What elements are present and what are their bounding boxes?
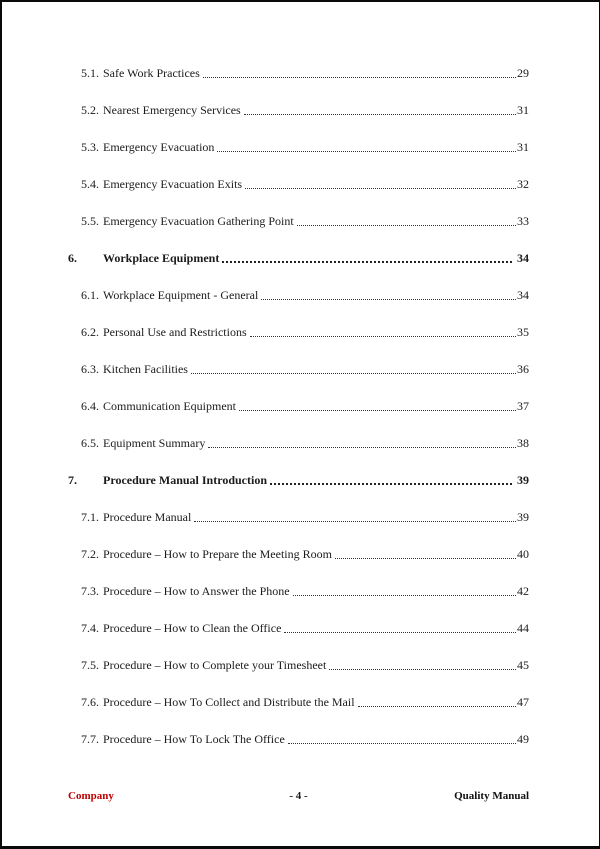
entry-number: 5.5. [81, 214, 99, 228]
toc-entry[interactable] [68, 103, 529, 118]
entry-page: 39 [517, 510, 529, 524]
dot-leader [222, 261, 512, 263]
entry-page: 34 [517, 251, 529, 265]
toc-entry[interactable] [68, 251, 529, 266]
entry-title: Kitchen Facilities [103, 362, 188, 376]
entry-number: 7.1. [81, 510, 99, 524]
entry-title: Emergency Evacuation [103, 140, 215, 154]
dot-leader [284, 632, 516, 633]
entry-page: 31 [517, 140, 529, 154]
entry-page: 49 [517, 732, 529, 746]
entry-number: 7.4. [81, 621, 99, 635]
toc-entry[interactable] [68, 66, 529, 81]
dot-leader [288, 743, 516, 744]
entry-number: 7.6. [81, 695, 99, 709]
entry-number: 7.7. [81, 732, 99, 746]
entry-page: 39 [517, 473, 529, 487]
entry-title: Procedure – How to Prepare the Meeting Room [103, 547, 332, 561]
dot-leader [245, 188, 516, 189]
entry-page: 44 [517, 621, 529, 635]
toc-entry[interactable] [68, 510, 529, 525]
entry-title: Procedure – How To Collect and Distribute the Mail [103, 695, 355, 709]
toc-entry[interactable] [68, 140, 529, 155]
entry-page: 34 [517, 288, 529, 302]
entry-title: Safe Work Practices [103, 66, 200, 80]
entry-title: Workplace Equipment - General [103, 288, 259, 302]
entry-title: Procedure – How To Lock The Office [103, 732, 285, 746]
entry-number: 7. [68, 473, 77, 487]
dot-leader [208, 447, 516, 448]
entry-number: 7.3. [81, 584, 99, 598]
entry-number: 6. [68, 251, 77, 265]
entry-title: Equipment Summary [103, 436, 206, 450]
entry-title: Nearest Emergency Services [103, 103, 241, 117]
toc-entry[interactable] [68, 214, 529, 229]
entry-title: Emergency Evacuation Gathering Point [103, 214, 294, 228]
entry-page: 32 [517, 177, 529, 191]
entry-number: 7.5. [81, 658, 99, 672]
entry-title: Workplace Equipment [103, 251, 220, 265]
entry-page: 37 [517, 399, 529, 413]
toc-entry[interactable] [68, 621, 529, 636]
entry-number: 5.3. [81, 140, 99, 154]
toc-entry[interactable] [68, 288, 529, 303]
dot-leader [293, 595, 516, 596]
entry-title: Procedure – How to Clean the Office [103, 621, 282, 635]
footer-page-number: - 4 - [289, 790, 308, 802]
dot-leader [244, 114, 516, 115]
entry-number: 6.3. [81, 362, 99, 376]
entry-number: 6.2. [81, 325, 99, 339]
page-footer [68, 789, 529, 803]
dot-leader [194, 521, 516, 522]
toc-entry[interactable] [68, 177, 529, 192]
toc-entry[interactable] [68, 325, 529, 340]
dot-leader [329, 669, 516, 670]
toc-entry[interactable] [68, 584, 529, 599]
toc-entry[interactable] [68, 399, 529, 414]
entry-title: Procedure – How to Answer the Phone [103, 584, 290, 598]
entry-page: 33 [517, 214, 529, 228]
entry-number: 6.4. [81, 399, 99, 413]
entry-page: 35 [517, 325, 529, 339]
dot-leader [191, 373, 516, 374]
entry-title: Emergency Evacuation Exits [103, 177, 243, 191]
toc-entry[interactable] [68, 695, 529, 710]
entry-number: 7.2. [81, 547, 99, 561]
entry-page: 47 [517, 695, 529, 709]
entry-page: 29 [517, 66, 529, 80]
dot-leader [250, 336, 516, 337]
entry-number: 6.1. [81, 288, 99, 302]
entry-title: Procedure – How to Complete your Timesheet [103, 658, 327, 672]
footer-doc-title: Quality Manual [454, 790, 529, 802]
entry-page: 42 [517, 584, 529, 598]
toc-list [2, 2, 599, 747]
entry-page: 40 [517, 547, 529, 561]
entry-page: 36 [517, 362, 529, 376]
dot-leader [335, 558, 516, 559]
footer-company: Company [68, 790, 114, 802]
entry-number: 6.5. [81, 436, 99, 450]
entry-page: 45 [517, 658, 529, 672]
entry-title: Procedure Manual [103, 510, 192, 524]
dot-leader [217, 151, 516, 152]
entry-title: Procedure Manual Introduction [103, 473, 268, 487]
toc-entry[interactable] [68, 658, 529, 673]
dot-leader [297, 225, 516, 226]
entry-number: 5.2. [81, 103, 99, 117]
dot-leader [203, 77, 516, 78]
entry-page: 38 [517, 436, 529, 450]
entry-number: 5.4. [81, 177, 99, 191]
entry-title: Communication Equipment [103, 399, 236, 413]
toc-entry[interactable] [68, 362, 529, 377]
dot-leader [239, 410, 516, 411]
dot-leader [261, 299, 516, 300]
dot-leader [358, 706, 516, 707]
toc-entry[interactable] [68, 473, 529, 488]
dot-leader [270, 483, 512, 485]
toc-entry[interactable] [68, 732, 529, 747]
toc-entry[interactable] [68, 547, 529, 562]
entry-number: 5.1. [81, 66, 99, 80]
toc-entry[interactable] [68, 436, 529, 451]
entry-title: Personal Use and Restrictions [103, 325, 247, 339]
entry-page: 31 [517, 103, 529, 117]
